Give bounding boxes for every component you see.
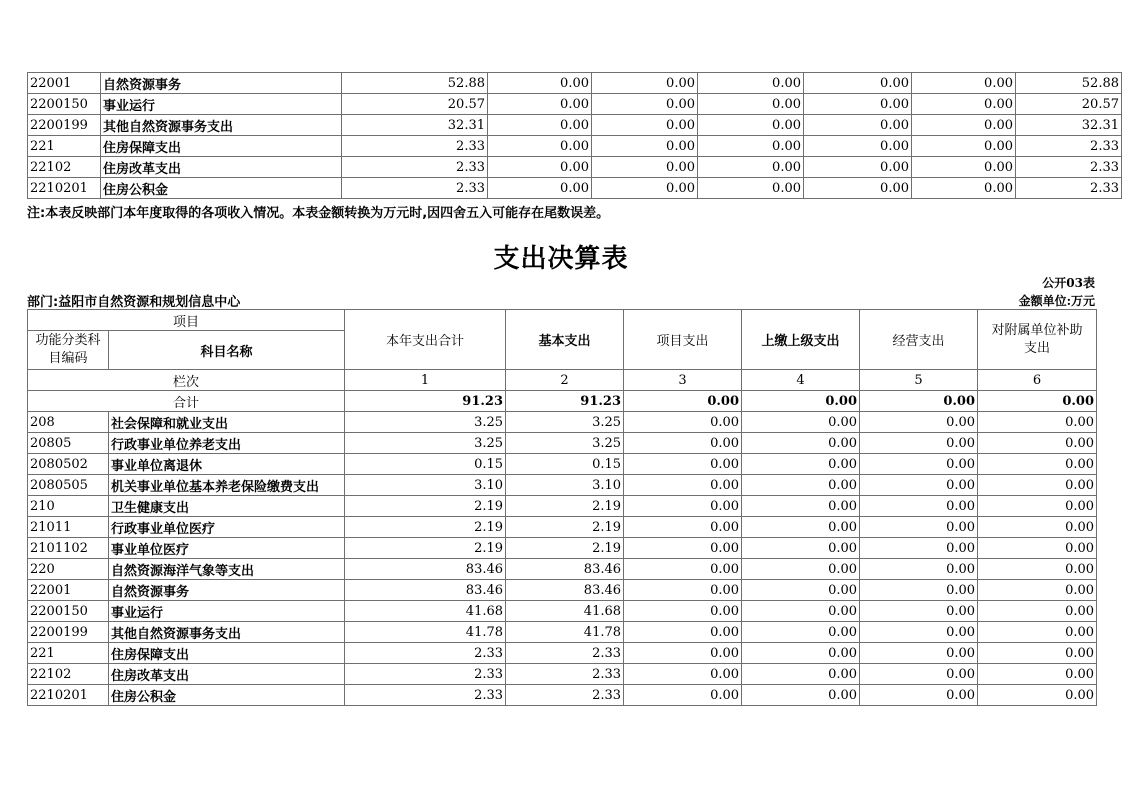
amount-c1: 2.33 [342,136,488,157]
amount-c2: 2.33 [506,643,624,664]
subject-code: 2210201 [28,685,109,706]
amount-c6: 0.00 [978,643,1097,664]
subject-code: 2200199 [28,115,101,136]
table-row [28,664,1097,685]
amount-c6: 0.00 [978,475,1097,496]
seq-3: 3 [624,370,742,391]
subject-code: 221 [28,136,101,157]
amount-c4: 0.00 [698,157,804,178]
subject-code: 2200199 [28,622,109,643]
seq-4: 4 [742,370,860,391]
subject-code: 22001 [28,73,101,94]
amount-c4: 0.00 [742,496,860,517]
table-row [28,454,1097,475]
subject-code: 208 [28,412,109,433]
amount-c1: 0.15 [345,454,506,475]
header-col1: 本年支出合计 [345,310,506,370]
table-row [28,475,1097,496]
total-row [28,391,1097,412]
subject-code: 2080502 [28,454,109,475]
amount-c1: 20.57 [342,94,488,115]
table-row [28,136,1122,157]
amount-c2: 0.00 [488,94,592,115]
amount-c5: 0.00 [860,496,978,517]
subject-name: 住房改革支出 [101,157,342,178]
amount-c7: 52.88 [1016,73,1122,94]
amount-c3: 0.00 [592,157,698,178]
amount-c7: 2.33 [1016,178,1122,199]
amount-c1: 2.33 [345,664,506,685]
amount-c1: 2.33 [345,685,506,706]
amount-c3: 0.00 [624,538,742,559]
amount-c6: 0.00 [912,157,1016,178]
expense-table [27,309,1097,706]
amount-c1: 2.33 [345,643,506,664]
header-col6: 对附属单位补助支出 [978,310,1097,370]
amount-c4: 0.00 [698,178,804,199]
department-label: 部门:益阳市自然资源和规划信息中心 [27,295,241,310]
amount-c2: 0.00 [488,157,592,178]
amount-c2: 2.19 [506,517,624,538]
amount-c3: 0.00 [624,601,742,622]
amount-c3: 0.00 [592,136,698,157]
amount-c3: 0.00 [624,559,742,580]
table-note: 注:本表反映部门本年度取得的各项收入情况。本表金额转换为万元时,因四舍五入可能存在尾数误差。 [27,206,610,221]
subject-name: 事业运行 [109,601,345,622]
amount-c4: 0.00 [742,601,860,622]
table-row [28,559,1097,580]
amount-c5: 0.00 [860,433,978,454]
subject-name: 行政事业单位养老支出 [109,433,345,454]
amount-c2: 0.15 [506,454,624,475]
amount-c5: 0.00 [804,73,912,94]
amount-c6: 0.00 [912,73,1016,94]
subject-name: 机关事业单位基本养老保险缴费支出 [109,475,345,496]
form-number: 公开03表 [1042,276,1095,290]
header-col5: 经营支出 [860,310,978,370]
amount-c6: 0.00 [978,685,1097,706]
amount-c3: 0.00 [624,475,742,496]
subject-code: 2200150 [28,94,101,115]
amount-c5: 0.00 [860,538,978,559]
amount-c5: 0.00 [804,115,912,136]
amount-c7: 2.33 [1016,136,1122,157]
amount-c4: 0.00 [742,664,860,685]
amount-c1: 32.31 [342,115,488,136]
header-col3: 项目支出 [624,310,742,370]
total-c3: 0.00 [624,391,742,412]
amount-c6: 0.00 [912,115,1016,136]
amount-c4: 0.00 [742,517,860,538]
amount-c4: 0.00 [742,643,860,664]
amount-c2: 0.00 [488,136,592,157]
amount-c2: 0.00 [488,73,592,94]
amount-c5: 0.00 [860,601,978,622]
amount-c6: 0.00 [912,94,1016,115]
subject-code: 2101102 [28,538,109,559]
amount-c3: 0.00 [624,622,742,643]
table-row [28,73,1122,94]
subject-name: 行政事业单位医疗 [109,517,345,538]
amount-c3: 0.00 [624,664,742,685]
subject-name: 自然资源海洋气象等支出 [109,559,345,580]
amount-c1: 52.88 [342,73,488,94]
subject-code: 2200150 [28,601,109,622]
header-col4: 上缴上级支出 [742,310,860,370]
table-row [28,115,1122,136]
amount-c3: 0.00 [592,94,698,115]
amount-c3: 0.00 [624,517,742,538]
header-func-code: 功能分类科目编码 [28,331,109,370]
subject-code: 22102 [28,664,109,685]
amount-c5: 0.00 [804,136,912,157]
amount-c5: 0.00 [860,664,978,685]
subject-name: 社会保障和就业支出 [109,412,345,433]
amount-c2: 0.00 [488,115,592,136]
amount-c5: 0.00 [860,622,978,643]
amount-c3: 0.00 [592,115,698,136]
amount-c2: 3.25 [506,412,624,433]
total-c4: 0.00 [742,391,860,412]
seq-5: 5 [860,370,978,391]
amount-c4: 0.00 [742,412,860,433]
amount-c6: 0.00 [978,454,1097,475]
amount-c2: 2.19 [506,496,624,517]
table-row [28,622,1097,643]
subject-name: 住房公积金 [101,178,342,199]
table-row [28,517,1097,538]
amount-c7: 20.57 [1016,94,1122,115]
amount-c3: 0.00 [592,178,698,199]
amount-c2: 2.19 [506,538,624,559]
amount-c3: 0.00 [624,496,742,517]
amount-c2: 41.68 [506,601,624,622]
amount-c1: 2.19 [345,496,506,517]
amount-c4: 0.00 [742,538,860,559]
amount-c4: 0.00 [742,433,860,454]
amount-c5: 0.00 [860,454,978,475]
amount-c4: 0.00 [698,94,804,115]
amount-c5: 0.00 [860,580,978,601]
table-row [28,412,1097,433]
amount-c5: 0.00 [804,94,912,115]
seq-label: 栏次 [28,370,345,391]
total-label: 合计 [28,391,345,412]
amount-c6: 0.00 [978,433,1097,454]
subject-name: 其他自然资源事务支出 [109,622,345,643]
income-table-continued [27,72,1122,199]
amount-c4: 0.00 [742,685,860,706]
amount-c2: 3.10 [506,475,624,496]
amount-c6: 0.00 [978,580,1097,601]
amount-c6: 0.00 [978,559,1097,580]
page-title: 支出决算表 [493,244,629,274]
subject-code: 210 [28,496,109,517]
total-c2: 91.23 [506,391,624,412]
subject-name: 卫生健康支出 [109,496,345,517]
table-row [28,580,1097,601]
subject-name: 住房保障支出 [101,136,342,157]
amount-c6: 0.00 [978,664,1097,685]
amount-c2: 0.00 [488,178,592,199]
amount-c6: 0.00 [912,178,1016,199]
amount-c4: 0.00 [698,115,804,136]
subject-code: 22102 [28,157,101,178]
amount-c3: 0.00 [624,454,742,475]
header-row-1 [28,310,1097,331]
table-row [28,496,1097,517]
amount-c1: 2.33 [342,178,488,199]
amount-c5: 0.00 [860,412,978,433]
amount-c3: 0.00 [624,580,742,601]
amount-c5: 0.00 [860,685,978,706]
amount-c5: 0.00 [804,157,912,178]
amount-c1: 2.33 [342,157,488,178]
amount-c1: 41.68 [345,601,506,622]
table-row [28,643,1097,664]
amount-c6: 0.00 [912,136,1016,157]
amount-c5: 0.00 [804,178,912,199]
amount-c4: 0.00 [698,136,804,157]
amount-c7: 32.31 [1016,115,1122,136]
amount-c5: 0.00 [860,559,978,580]
amount-c2: 41.78 [506,622,624,643]
table-row [28,433,1097,454]
amount-c6: 0.00 [978,496,1097,517]
table-row [28,94,1122,115]
amount-c1: 2.19 [345,538,506,559]
amount-c5: 0.00 [860,643,978,664]
amount-c4: 0.00 [742,475,860,496]
subject-code: 220 [28,559,109,580]
table-row [28,178,1122,199]
income-table-body [28,73,1122,199]
amount-c3: 0.00 [624,433,742,454]
subject-name: 住房改革支出 [109,664,345,685]
amount-c5: 0.00 [860,475,978,496]
subject-name: 自然资源事务 [109,580,345,601]
seq-1: 1 [345,370,506,391]
amount-c2: 2.33 [506,664,624,685]
amount-c2: 2.33 [506,685,624,706]
amount-c3: 0.00 [592,73,698,94]
amount-c4: 0.00 [742,559,860,580]
amount-c1: 41.78 [345,622,506,643]
subject-name: 住房保障支出 [109,643,345,664]
amount-c4: 0.00 [698,73,804,94]
table-row [28,538,1097,559]
amount-c2: 3.25 [506,433,624,454]
amount-c1: 3.25 [345,433,506,454]
table-row [28,685,1097,706]
subject-name: 其他自然资源事务支出 [101,115,342,136]
subject-code: 21011 [28,517,109,538]
amount-c1: 3.25 [345,412,506,433]
amount-c4: 0.00 [742,454,860,475]
subject-code: 20805 [28,433,109,454]
amount-c6: 0.00 [978,517,1097,538]
amount-c7: 2.33 [1016,157,1122,178]
amount-c1: 83.46 [345,580,506,601]
amount-c6: 0.00 [978,622,1097,643]
header-subject-name: 科目名称 [109,331,345,370]
subject-code: 22001 [28,580,109,601]
amount-c5: 0.00 [860,517,978,538]
subject-name: 事业运行 [101,94,342,115]
header-item: 项目 [28,310,345,331]
amount-c6: 0.00 [978,412,1097,433]
table-row [28,157,1122,178]
seq-6: 6 [978,370,1097,391]
subject-code: 221 [28,643,109,664]
amount-c1: 2.19 [345,517,506,538]
amount-c3: 0.00 [624,685,742,706]
subject-code: 2080505 [28,475,109,496]
subject-code: 2210201 [28,178,101,199]
table-row [28,601,1097,622]
header-col2: 基本支出 [506,310,624,370]
amount-c4: 0.00 [742,622,860,643]
amount-c1: 83.46 [345,559,506,580]
amount-c2: 83.46 [506,559,624,580]
seq-row [28,370,1097,391]
amount-c3: 0.00 [624,643,742,664]
seq-2: 2 [506,370,624,391]
amount-unit-label: 金额单位:万元 [1018,294,1095,308]
subject-name: 自然资源事务 [101,73,342,94]
amount-c6: 0.00 [978,601,1097,622]
subject-name: 事业单位医疗 [109,538,345,559]
total-c6: 0.00 [978,391,1097,412]
subject-name: 住房公积金 [109,685,345,706]
total-c1: 91.23 [345,391,506,412]
total-c5: 0.00 [860,391,978,412]
amount-c3: 0.00 [624,412,742,433]
expense-table-body [28,310,1097,706]
amount-c1: 3.10 [345,475,506,496]
amount-c6: 0.00 [978,538,1097,559]
amount-c4: 0.00 [742,580,860,601]
subject-name: 事业单位离退休 [109,454,345,475]
amount-c2: 83.46 [506,580,624,601]
